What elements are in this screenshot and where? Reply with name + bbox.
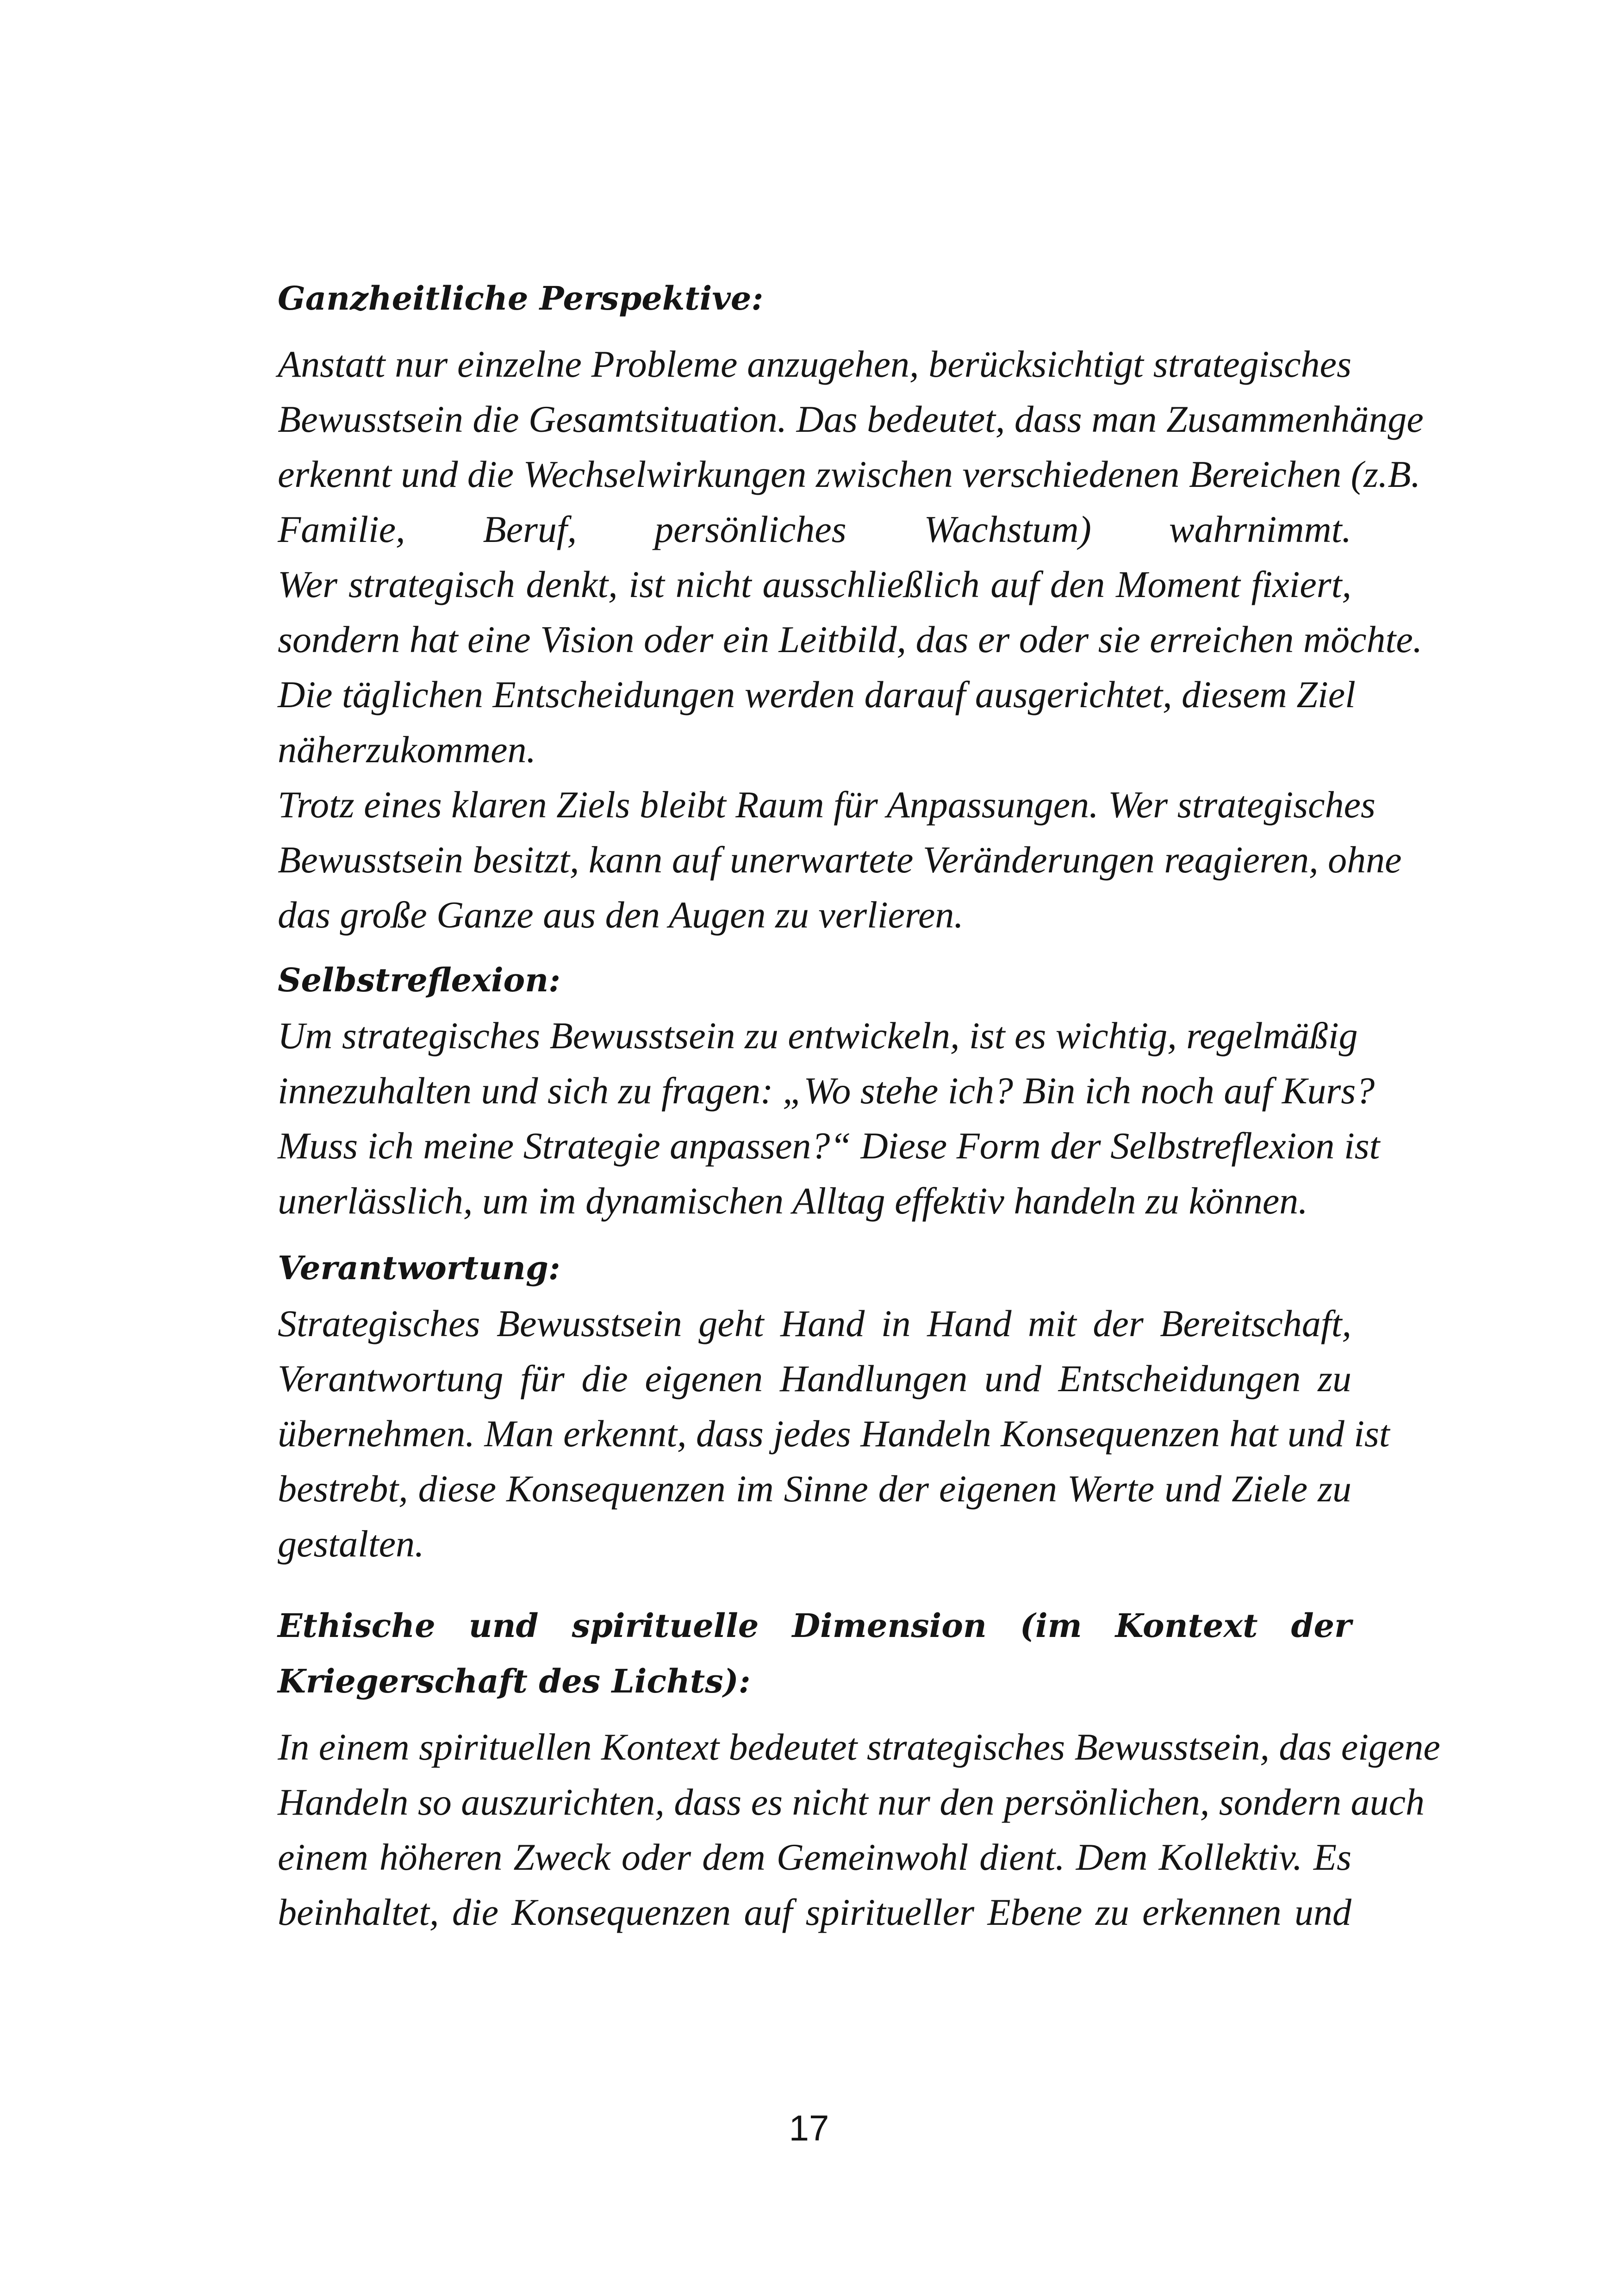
text-line: Die täglichen Entscheidungen werden darauf ausgerichtet, diesem Ziel — [278, 673, 1356, 716]
heading-ethische-dimension — [278, 1598, 1351, 1709]
paragraph-verantwortung — [278, 1296, 1390, 1571]
paragraph-ethische-dimension — [278, 1719, 1440, 1940]
heading-verantwortung: Verantwortung: — [278, 1249, 560, 1287]
text-line: Strategisches Bewusstsein geht Hand in Hand mit der Bereitschaft, — [278, 1302, 1351, 1344]
page-number: 17 — [789, 2108, 829, 2148]
text-line: Wer strategisch denkt, ist nicht ausschließlich auf den Moment fixiert, — [278, 563, 1351, 605]
text-line: Familie, Beruf, persönliches Wachstum) wahrnimmt. — [278, 508, 1351, 550]
text-line: das große Ganze aus den Augen zu verlieren. — [278, 894, 964, 936]
paragraph-selbstreflexion — [278, 1008, 1380, 1228]
text-line: Muss ich meine Strategie anpassen?“ Diese Form der Selbstreflexion ist — [278, 1125, 1380, 1167]
text-line: beinhaltet, die Konsequenzen auf spiritueller Ebene zu erkennen und — [278, 1891, 1351, 1933]
text-line: unerlässlich, um im dynamischen Alltag effektiv handeln zu können. — [278, 1180, 1308, 1222]
text-line: Handeln so auszurichten, dass es nicht nur den persönlichen, sondern auch — [278, 1781, 1425, 1823]
text-line: einem höheren Zweck oder dem Gemeinwohl dient. Dem Kollektiv. Es — [278, 1836, 1351, 1878]
text-line: sondern hat eine Vision oder ein Leitbild, das er oder sie erreichen möchte. — [278, 618, 1423, 660]
text-line: Trotz eines klaren Ziels bleibt Raum für Anpassungen. Wer strategisches — [278, 784, 1375, 826]
page-content — [278, 271, 1440, 1940]
heading-selbstreflexion: Selbstreflexion: — [278, 961, 560, 999]
heading-line: Kriegerschaft des Lichts): — [278, 1662, 751, 1700]
text-line: erkennt und die Wechselwirkungen zwischen verschiedenen Bereichen (z.B. — [278, 453, 1421, 495]
text-line: übernehmen. Man erkennt, dass jedes Handeln Konsequenzen hat und ist — [278, 1412, 1390, 1455]
text-line: Bewusstsein besitzt, kann auf unerwartete Veränderungen reagieren, ohne — [278, 839, 1402, 881]
text-line: Bewusstsein die Gesamtsituation. Das bedeutet, dass man Zusammenhänge — [278, 398, 1424, 440]
text-line: bestrebt, diese Konsequenzen im Sinne der eigenen Werte und Ziele zu — [278, 1468, 1351, 1510]
text-line: Anstatt nur einzelne Probleme anzugehen, berücksichtigt strategisches — [278, 343, 1351, 385]
paragraph-ganzheitliche-perspektive — [278, 336, 1424, 942]
text-line: Verantwortung für die eigenen Handlungen und Entscheidungen zu — [278, 1357, 1351, 1400]
heading-line: Ethische und spirituelle Dimension (im Kontext der — [278, 1606, 1351, 1645]
text-line: Um strategisches Bewusstsein zu entwickeln, ist es wichtig, regelmäßig — [278, 1014, 1358, 1057]
text-line: In einem spirituellen Kontext bedeutet strategisches Bewusstsein, das eigene — [278, 1726, 1440, 1768]
text-line: innezuhalten und sich zu fragen: „Wo stehe ich? Bin ich noch auf Kurs? — [278, 1070, 1375, 1112]
text-line: gestalten. — [278, 1523, 424, 1565]
text-line: näherzukommen. — [278, 728, 536, 771]
heading-ganzheitliche-perspektive: Ganzheitliche Perspektive: — [278, 279, 764, 317]
